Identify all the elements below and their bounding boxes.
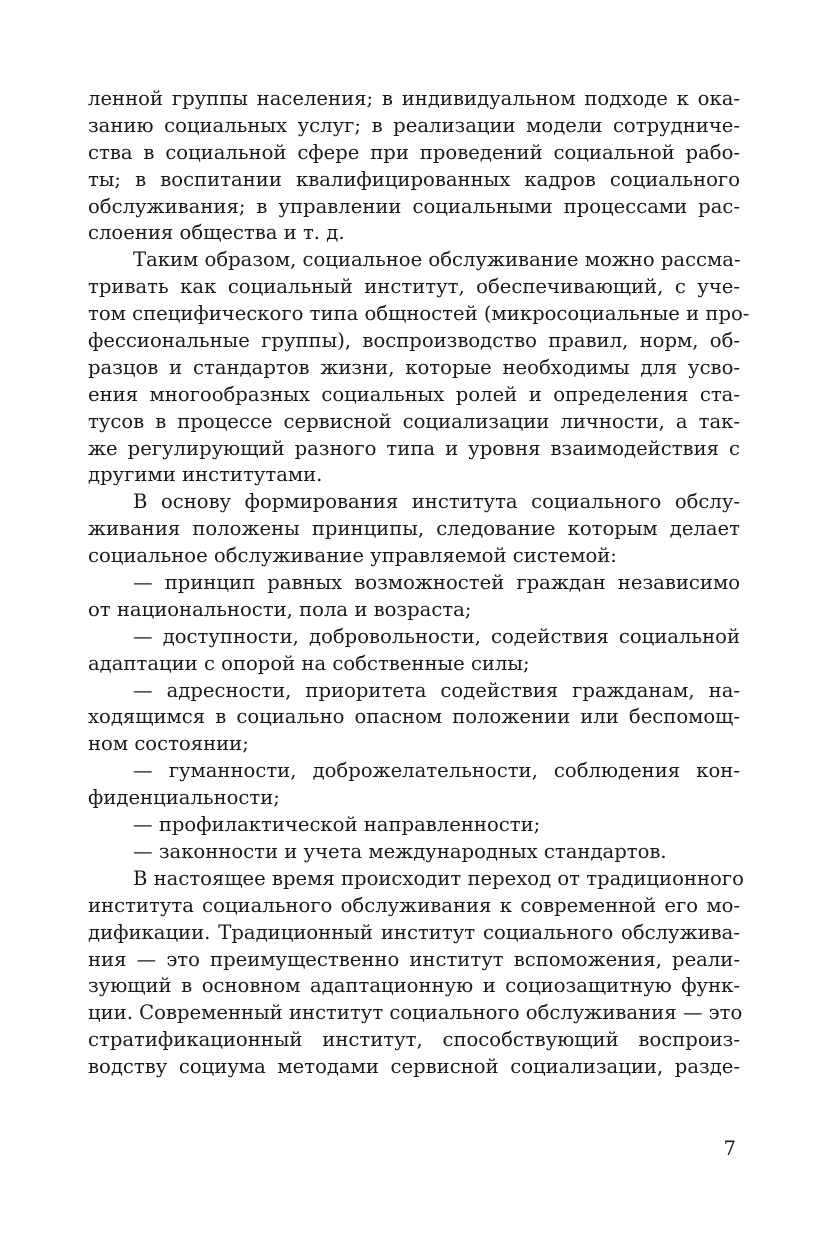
text-line: — принцип равных возможностей граждан независимо [133, 571, 740, 595]
text-line: стратификационный институт, способствующий воспроиз- [88, 1028, 740, 1052]
list-item [88, 678, 740, 759]
paragraph-2 [88, 247, 750, 489]
text-line: фиденциальности; [88, 786, 280, 810]
text-line: слоения общества и т. д. [88, 221, 345, 245]
page-body [88, 86, 750, 1081]
text-line: другими институтами. [88, 463, 323, 487]
list-item [88, 812, 740, 839]
text-line: ния — это преимущественно институт вспоможения, реали- [88, 947, 740, 971]
text-line: живания положены принципы, следование которым делает [88, 517, 740, 541]
text-line: — профилактической направленности; [133, 813, 541, 837]
list-item [88, 758, 740, 812]
text-line: же регулирующий разного типа и уровня взаимодействия с [88, 436, 740, 460]
text-line: тусов в процессе сервисной социализации личности, а так- [88, 409, 740, 433]
text-line: В основу формирования института социального обслу- [133, 490, 740, 514]
list-item [88, 839, 740, 866]
text-line: тривать как социальный институт, обеспечивающий, с уче- [88, 275, 740, 299]
text-line: — доступности, добровольности, содействия социальной [133, 624, 740, 648]
text-line: фессиональные группы), воспроизводство правил, норм, об- [88, 329, 740, 353]
text-line: обслуживания; в управлении социальными процессами рас- [88, 194, 740, 218]
list-item [88, 570, 740, 624]
text-line: зующий в основном адаптационную и социозащитную функ- [88, 974, 740, 998]
text-line: ленной группы населения; в индивидуальном подходе к ока- [88, 87, 740, 110]
text-line: В настоящее время происходит переход от традиционного [133, 866, 744, 890]
text-line: института социального обслуживания к современной его мо- [88, 893, 740, 917]
text-line: водству социума методами сервисной социализации, разде- [88, 1055, 740, 1079]
text-line: занию социальных услуг; в реализации модели сотрудниче- [88, 113, 740, 137]
paragraph-3 [88, 489, 740, 570]
text-line: социальное обслуживание управляемой системой: [88, 544, 617, 568]
page-number: 7 [723, 1137, 736, 1160]
text-line: ходящимся в социально опасном положении или беспомощ- [88, 705, 740, 729]
text-line: ции. Современный институт социального обслуживания — это [88, 1001, 743, 1025]
text-line: ства в социальной сфере при проведений социальной рабо- [88, 140, 740, 164]
text-line: от национальности, пола и возраста; [88, 597, 472, 621]
paragraph-1 [88, 86, 740, 247]
paragraph-10 [88, 866, 744, 1081]
text-line: разцов и стандартов жизни, которые необходимы для усво- [88, 355, 740, 379]
text-line: — адресности, приоритета содействия гражданам, на- [133, 678, 740, 702]
text-line: ения многообразных социальных ролей и определения ста- [88, 382, 740, 406]
text-line: Таким образом, социальное обслуживание можно рассма- [133, 248, 741, 272]
text-line: том специфического типа общностей (микросоциальные и про- [88, 302, 750, 326]
text-line: ты; в воспитании квалифицированных кадров социального [88, 167, 740, 191]
text-line: дификации. Традиционный институт социального обслужива- [88, 920, 740, 944]
text-line: — законности и учета международных стандартов. [133, 839, 667, 863]
list-item [88, 624, 740, 678]
text-line: адаптации с опорой на собственные силы; [88, 651, 530, 675]
text-line: — гуманности, доброжелательности, соблюдения кон- [133, 759, 740, 783]
text-line: ном состоянии; [88, 732, 249, 756]
